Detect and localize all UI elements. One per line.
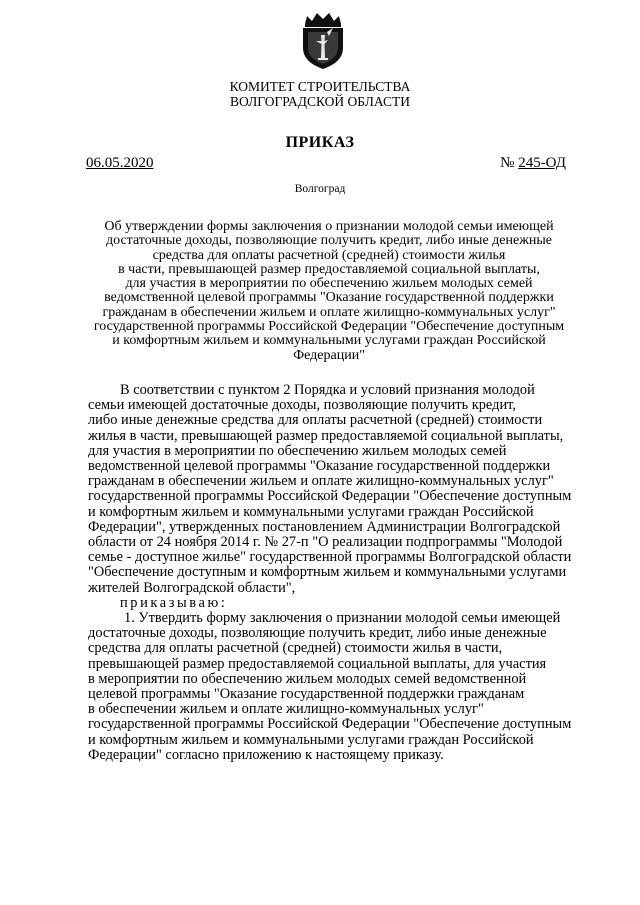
committee-name: [0, 79, 640, 109]
order-city: Волгоград: [294, 183, 346, 195]
preamble-paragraph: В соответствии с пунктом 2 Порядка и условий признания молодой семьи имеющей достаточные доходы, позволяющие получить кредит, либо иные денежные средства для оплаты расчетной (средней) стоимости жилья в части, превышающей размер предоставляемой социальной выплаты, для участия в мероприятии по обеспечению жильем молодых семей ведомственной целевой программы "Оказание государственной поддержки гражданам в обеспечении жильем и оплате жилищно-коммунальных услуг" государственной программы Российской Федерации "Обеспечение доступным и комфортным жильем и коммунальными услугами граждан Российской Федерации", утвержденных постановлением Администрации Волгоградской области от 24 ноября 2014 г. № 27-п "О реализации подпрограммы "Молодой семье - доступное жилье" государственной программы Волгоградской области "Обеспечение доступным и комфортным жильем и коммунальными услугами жителей Волгоградской области",: [88, 382, 572, 596]
order-number-value: 245-ОД: [518, 155, 566, 171]
order-number: [500, 155, 566, 172]
order-item-1: 1. Утвердить форму заключения о признании молодой семьи имеющей достаточные доходы, позволяющие получить кредит, либо иные денежные средства для оплаты расчетной (средней) стоимости жилья в части, превышающей размер предоставляемой социальной выплаты, для участия в мероприятии по обеспечению жильем молодых семей ведомственной целевой программы "Оказание государственной поддержки гражданам в обеспечении жильем и оплате жилищно-коммунальных услуг" государственной программы Российской Федерации "Обеспечение доступным и комфортным жильем и коммунальными услугами граждан Российской Федерации" согласно приложению к настоящему приказу.: [88, 610, 572, 763]
decree-word: приказываю:: [120, 594, 228, 611]
volgograd-coat-of-arms-icon: [299, 10, 347, 70]
order-body: [88, 383, 572, 763]
order-number-prefix: №: [500, 155, 515, 171]
order-date: 06.05.2020: [86, 155, 154, 171]
committee-line-1: КОМИТЕТ СТРОИТЕЛЬСТВА: [229, 79, 411, 94]
committee-line-2: ВОЛГОГРАДСКОЙ ОБЛАСТИ: [230, 94, 410, 109]
order-subject: Об утверждении формы заключения о признании молодой семьи имеющей достаточные доходы, позволяющие получить кредит, либо иные денежные средства для оплаты расчетной (средней) стоимости жилья в части, превышающей размер предоставляемой социальной выплаты, для участия в мероприятии по обеспечению жильем молодых семей ведомственной целевой программы "Оказание государственной поддержки гражданам в обеспечении жильем и оплате жилищно-коммунальных услуг" государственной программы Российской Федерации "Обеспечение доступным и комфортным жильем и коммунальными услугами граждан Российской Федерации": [93, 219, 565, 363]
document-title: ПРИКАЗ: [285, 134, 355, 151]
